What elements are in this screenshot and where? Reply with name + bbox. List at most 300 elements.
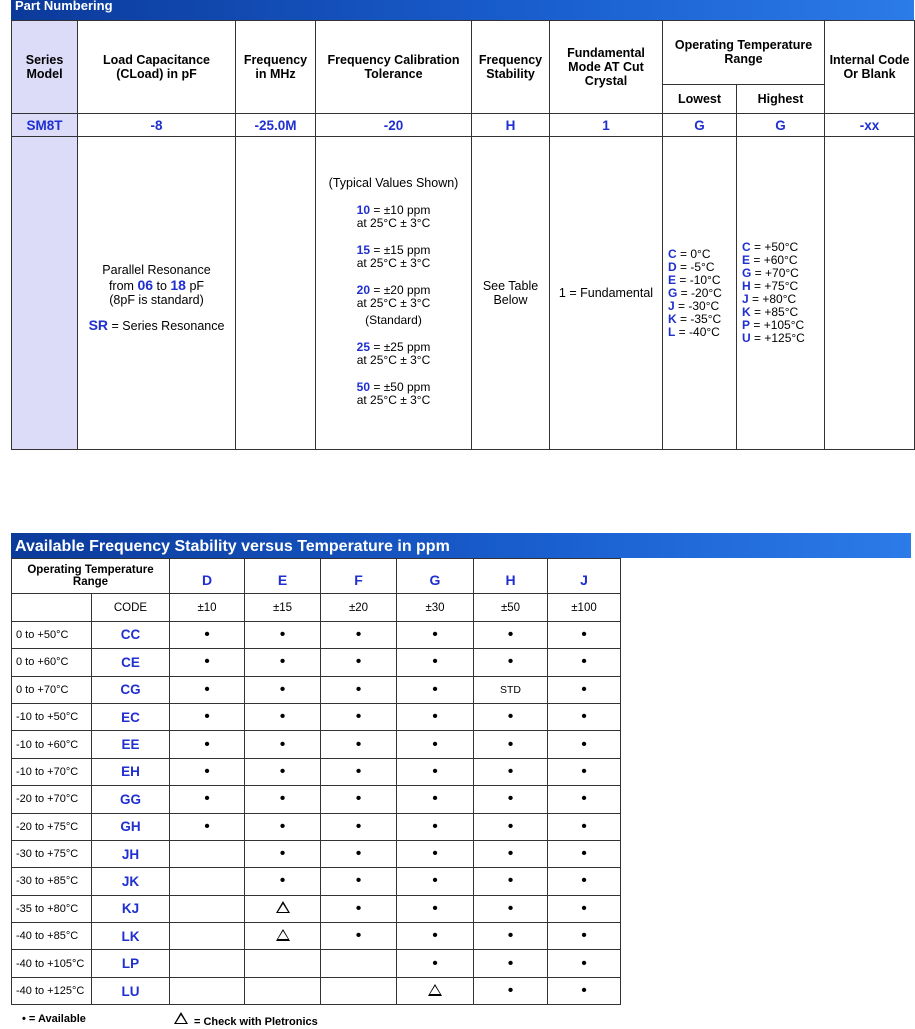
row-code: GH xyxy=(92,813,170,840)
lowest-item-value: = -20°C xyxy=(677,285,722,300)
stability-row xyxy=(12,813,621,840)
tol-value: = ±50 ppm xyxy=(370,379,431,394)
row-range: -40 to +105°C xyxy=(12,950,92,977)
row-code: CG xyxy=(92,676,170,703)
row-code: GG xyxy=(92,786,170,813)
triangle-icon xyxy=(174,1012,188,1024)
stability-row xyxy=(12,868,621,895)
lowest-item-code: E xyxy=(668,272,677,287)
tol-condition: at 25°C ± 3°C xyxy=(356,255,431,270)
tol-item xyxy=(318,284,469,327)
stability-cell xyxy=(548,840,621,867)
available-dot: • xyxy=(355,762,362,780)
available-dot: • xyxy=(279,872,286,890)
stability-cell xyxy=(170,977,245,1004)
legend-check-text: = Check with Pletronics xyxy=(194,1016,318,1028)
highest-item-value: = +80°C xyxy=(748,292,797,306)
available-dot: • xyxy=(432,790,438,808)
header-row xyxy=(12,21,915,85)
tol-code: 25 xyxy=(356,339,371,354)
tol-value: = ±20 ppm xyxy=(370,282,431,297)
available-dot: • xyxy=(279,680,286,698)
tol-item-line xyxy=(318,284,469,297)
stability-cell xyxy=(397,840,474,867)
stability-cell xyxy=(474,950,548,977)
stability-col-ppm: ±30 xyxy=(397,594,474,621)
stability-cell xyxy=(397,703,474,730)
stability-cell xyxy=(548,786,621,813)
code-highest: G xyxy=(737,114,825,137)
stability-cell xyxy=(321,923,397,950)
stability-cell xyxy=(397,649,474,676)
available-dot: • xyxy=(204,625,210,643)
row-range: -10 to +50°C xyxy=(12,703,92,730)
code-internal: -xx xyxy=(825,114,915,137)
stability-cell xyxy=(474,703,548,730)
available-dot: • xyxy=(507,762,514,780)
stability-row xyxy=(12,703,621,730)
lowest-item-value: = -10°C xyxy=(676,272,721,287)
load-from-text: from xyxy=(108,279,138,293)
freq-header: Frequency in MHz xyxy=(236,21,316,114)
tol-condition: at 25°C ± 3°C xyxy=(356,215,431,230)
part-numbering-table xyxy=(11,20,915,450)
available-dot: • xyxy=(581,927,587,945)
available-dot: • xyxy=(355,817,362,835)
stability-cell xyxy=(397,977,474,1004)
sr-code: SR xyxy=(88,317,109,333)
lowest-item-code: G xyxy=(668,285,678,300)
stability-col-ppm: ±100 xyxy=(548,594,621,621)
temp-header: Operating Temperature Range xyxy=(663,21,825,85)
available-dot: • xyxy=(581,708,587,726)
stability-row xyxy=(12,977,621,1004)
lowest-item-value: = -40°C xyxy=(675,324,720,339)
code-tol: -20 xyxy=(316,114,472,137)
stability-cell xyxy=(474,977,548,1004)
code-mode: 1 xyxy=(550,114,663,137)
stability-cell xyxy=(321,977,397,1004)
available-dot: • xyxy=(507,872,514,890)
available-dot: • xyxy=(204,762,210,780)
stability-cell xyxy=(474,731,548,758)
highest-item-value: = +70°C xyxy=(751,266,799,280)
lowest-item-value: = -35°C xyxy=(676,311,722,326)
stability-cell xyxy=(245,950,321,977)
highest-header: Highest xyxy=(737,84,825,113)
stability-col-ppm: ±15 xyxy=(245,594,321,621)
highest-item-code: U xyxy=(742,331,751,345)
lowest-item-value: = -5°C xyxy=(676,259,715,274)
highest-item-code: K xyxy=(742,305,751,319)
stability-header-row xyxy=(12,559,621,594)
stability-cell xyxy=(548,676,621,703)
stability-cell xyxy=(474,786,548,813)
row-range: -10 to +60°C xyxy=(12,731,92,758)
stability-title: Available Frequency Stability versus Temperature in ppm xyxy=(11,533,911,558)
row-range: -10 to +70°C xyxy=(12,758,92,785)
available-dot: • xyxy=(355,790,362,808)
stability-cell xyxy=(245,649,321,676)
stability-cell xyxy=(397,923,474,950)
stability-cell xyxy=(170,621,245,648)
code-stab: H xyxy=(472,114,550,137)
highest-list xyxy=(742,241,822,345)
stability-row xyxy=(12,950,621,977)
stability-cell xyxy=(321,840,397,867)
stability-cell xyxy=(321,621,397,648)
load-max: 18 xyxy=(170,277,186,293)
available-dot: • xyxy=(279,762,286,780)
available-dot: • xyxy=(507,625,514,643)
stability-cell xyxy=(474,758,548,785)
stability-cell xyxy=(474,895,548,922)
highest-item-value: = +60°C xyxy=(750,253,798,267)
row-code: CC xyxy=(92,621,170,648)
available-dot: • xyxy=(581,872,587,890)
tol-condition: at 25°C ± 3°C xyxy=(356,392,431,407)
stability-row xyxy=(12,621,621,648)
internal-body xyxy=(825,137,915,450)
lowest-item-value: = 0°C xyxy=(676,246,711,261)
available-dot: • xyxy=(432,954,438,972)
load-header: Load Capacitance (CLoad) in pF xyxy=(78,21,236,114)
lowest-item-code: K xyxy=(668,311,677,326)
available-dot: • xyxy=(432,762,438,780)
stability-cell xyxy=(170,895,245,922)
available-dot: • xyxy=(507,927,514,945)
row-code: LP xyxy=(92,950,170,977)
code-row xyxy=(12,114,915,137)
stability-table xyxy=(11,558,621,1005)
stability-cell xyxy=(397,950,474,977)
lowest-list xyxy=(668,248,734,339)
stability-col-letter: J xyxy=(548,559,621,594)
available-dot: • xyxy=(507,735,514,753)
tol-item-line xyxy=(318,381,469,394)
available-dot: • xyxy=(581,845,587,863)
stability-cell xyxy=(397,813,474,840)
tol-header: Frequency Calibration Tolerance xyxy=(316,21,472,114)
triangle-icon xyxy=(276,929,290,941)
available-dot: • xyxy=(355,735,362,753)
lowest-body xyxy=(663,137,737,450)
stability-cell xyxy=(474,923,548,950)
row-range: -35 to +80°C xyxy=(12,895,92,922)
stability-cell xyxy=(170,676,245,703)
row-code: CE xyxy=(92,649,170,676)
stability-cell xyxy=(474,649,548,676)
stability-cell xyxy=(548,758,621,785)
highest-item xyxy=(742,332,822,345)
stability-col-ppm: ±20 xyxy=(321,594,397,621)
available-dot: • xyxy=(581,790,587,808)
row-code: EH xyxy=(92,758,170,785)
available-dot: • xyxy=(204,735,210,753)
lowest-item-code: L xyxy=(668,324,676,339)
tol-item xyxy=(318,381,469,407)
highest-item-value: = +75°C xyxy=(750,279,799,293)
available-dot: • xyxy=(204,817,210,835)
available-dot: • xyxy=(432,708,438,726)
available-dot: • xyxy=(581,899,587,917)
series-body xyxy=(12,137,78,450)
tol-code: 50 xyxy=(356,379,371,394)
load-to-text: to xyxy=(153,279,171,293)
row-range: -20 to +75°C xyxy=(12,813,92,840)
lowest-item-value: = -30°C xyxy=(674,298,720,313)
highest-item-code: H xyxy=(742,279,751,293)
legend-check xyxy=(174,1013,318,1028)
stability-cell xyxy=(321,703,397,730)
tol-code: 20 xyxy=(356,282,371,297)
available-dot: • xyxy=(507,653,514,671)
available-dot: • xyxy=(507,899,514,917)
stability-row xyxy=(12,840,621,867)
stability-cell xyxy=(548,868,621,895)
available-dot: • xyxy=(581,625,587,643)
tol-extra: (Standard) xyxy=(365,312,422,327)
internal-header: Internal Code Or Blank xyxy=(825,21,915,114)
available-dot: • xyxy=(507,790,514,808)
body-row xyxy=(12,137,915,450)
freq-body xyxy=(236,137,316,450)
sr-text: = Series Resonance xyxy=(108,319,225,333)
code-lowest: G xyxy=(663,114,737,137)
tol-code: 10 xyxy=(356,202,371,217)
stability-cell xyxy=(548,813,621,840)
tol-value: = ±25 ppm xyxy=(370,339,431,354)
stability-cell xyxy=(245,621,321,648)
stability-cell xyxy=(245,758,321,785)
highest-item-value: = +85°C xyxy=(750,305,799,319)
available-dot: • xyxy=(432,927,438,945)
tol-code: 15 xyxy=(356,242,371,257)
tol-value: = ±10 ppm xyxy=(370,202,431,217)
stability-col-ppm: ±50 xyxy=(474,594,548,621)
highest-item-code: E xyxy=(742,253,751,267)
available-dot: • xyxy=(355,872,362,890)
tol-item-line xyxy=(318,204,469,217)
stability-cell xyxy=(245,840,321,867)
stability-row xyxy=(12,676,621,703)
stability-cell xyxy=(245,977,321,1004)
row-range: -20 to +70°C xyxy=(12,786,92,813)
highest-item-value: = +50°C xyxy=(750,240,799,254)
available-dot: • xyxy=(432,899,438,917)
tol-item-line xyxy=(318,244,469,257)
legend-available: • = Available xyxy=(22,1013,86,1025)
stability-cell xyxy=(548,649,621,676)
available-dot: • xyxy=(279,790,286,808)
highest-item-code: P xyxy=(742,318,751,332)
stability-cell xyxy=(170,758,245,785)
lowest-header: Lowest xyxy=(663,84,737,113)
available-dot: • xyxy=(279,735,286,753)
row-range: -40 to +125°C xyxy=(12,977,92,1004)
code-series: SM8T xyxy=(12,114,78,137)
available-dot: • xyxy=(204,680,210,698)
mode-header: Fundamental Mode AT Cut Crystal xyxy=(550,21,663,114)
highest-item-value: = +125°C xyxy=(750,331,805,345)
available-dot: • xyxy=(279,653,286,671)
available-dot: • xyxy=(432,735,438,753)
series-header: Series Model xyxy=(12,21,78,114)
stability-col-letter: E xyxy=(245,559,321,594)
available-dot: • xyxy=(581,982,587,1000)
stability-cell xyxy=(397,676,474,703)
lowest-item-code: D xyxy=(668,259,677,274)
available-dot: • xyxy=(355,708,362,726)
row-range: 0 to +50°C xyxy=(12,621,92,648)
load-body xyxy=(78,137,236,450)
load-line-3: (8pF is standard) xyxy=(109,293,204,307)
stability-row xyxy=(12,786,621,813)
stability-cell xyxy=(170,923,245,950)
stability-cell xyxy=(245,868,321,895)
available-dot: • xyxy=(581,762,587,780)
load-line-1: Parallel Resonance xyxy=(102,263,211,277)
available-dot: • xyxy=(204,790,210,808)
available-dot: • xyxy=(581,735,587,753)
stability-cell xyxy=(548,923,621,950)
code-header: CODE xyxy=(92,594,170,621)
stability-cell xyxy=(321,731,397,758)
stability-cell xyxy=(245,923,321,950)
stability-cell xyxy=(474,868,548,895)
stability-cell xyxy=(548,621,621,648)
stability-cell xyxy=(170,703,245,730)
highest-body xyxy=(737,137,825,450)
available-dot: • xyxy=(432,653,438,671)
stability-cell xyxy=(321,649,397,676)
stability-cell xyxy=(170,649,245,676)
available-dot: • xyxy=(279,708,286,726)
row-code: LU xyxy=(92,977,170,1004)
lowest-item xyxy=(668,326,734,339)
stability-cell xyxy=(397,895,474,922)
stability-cell xyxy=(548,977,621,1004)
row-code: EE xyxy=(92,731,170,758)
stability-cell xyxy=(170,840,245,867)
mode-body: 1 = Fundamental xyxy=(550,137,663,450)
row-code: JK xyxy=(92,868,170,895)
available-dot: • xyxy=(507,954,514,972)
stability-col-letter: H xyxy=(474,559,548,594)
stability-cell xyxy=(397,731,474,758)
tol-value: = ±15 ppm xyxy=(370,242,431,257)
highest-item-code: J xyxy=(742,292,749,306)
row-range: -30 to +85°C xyxy=(12,868,92,895)
tol-body xyxy=(316,137,472,450)
row-range: 0 to +70°C xyxy=(12,676,92,703)
row-code: LK xyxy=(92,923,170,950)
stability-cell xyxy=(321,758,397,785)
available-dot: • xyxy=(279,817,286,835)
row-code: JH xyxy=(92,840,170,867)
part-numbering-title: Part Numbering xyxy=(11,0,914,20)
load-min: 06 xyxy=(137,277,154,293)
stability-cell xyxy=(245,813,321,840)
highest-item-code: G xyxy=(742,266,752,280)
stability-cell xyxy=(321,868,397,895)
tol-item xyxy=(318,341,469,367)
available-dot: • xyxy=(581,653,587,671)
stab-body: See Table Below xyxy=(472,137,550,450)
stability-cell xyxy=(474,813,548,840)
blank-cell xyxy=(12,594,92,621)
stability-cell xyxy=(397,786,474,813)
available-dot: • xyxy=(507,817,514,835)
triangle-icon xyxy=(428,984,442,996)
available-dot: • xyxy=(507,845,514,863)
available-dot: • xyxy=(355,653,362,671)
available-dot: • xyxy=(279,845,286,863)
lowest-item-code: J xyxy=(668,298,675,313)
row-range: -40 to +85°C xyxy=(12,923,92,950)
stability-cell xyxy=(245,895,321,922)
load-unit: pF xyxy=(185,279,205,293)
stability-row xyxy=(12,758,621,785)
available-dot: • xyxy=(581,680,587,698)
range-header: Operating Temperature Range xyxy=(12,559,170,594)
available-dot: • xyxy=(432,625,438,643)
available-dot: • xyxy=(581,954,587,972)
stability-cell xyxy=(397,621,474,648)
available-dot: • xyxy=(204,653,210,671)
load-line-2 xyxy=(80,277,233,293)
available-dot: • xyxy=(279,625,286,643)
tol-list xyxy=(318,204,469,407)
available-dot: • xyxy=(355,845,362,863)
stability-cell xyxy=(397,758,474,785)
stability-cell xyxy=(245,703,321,730)
stability-cell xyxy=(170,868,245,895)
available-dot: • xyxy=(507,982,514,1000)
tol-intro: (Typical Values Shown) xyxy=(328,175,459,190)
available-dot: • xyxy=(355,899,362,917)
available-dot: • xyxy=(432,845,438,863)
stability-row xyxy=(12,731,621,758)
stability-cell xyxy=(321,895,397,922)
stability-ppm-row xyxy=(12,594,621,621)
row-code: KJ xyxy=(92,895,170,922)
available-dot: • xyxy=(204,708,210,726)
stability-cell xyxy=(548,731,621,758)
stability-col-letter: D xyxy=(170,559,245,594)
row-code: EC xyxy=(92,703,170,730)
available-dot: • xyxy=(432,817,438,835)
stability-cell xyxy=(170,813,245,840)
stability-col-letter: F xyxy=(321,559,397,594)
stability-cell xyxy=(245,731,321,758)
stability-row xyxy=(12,923,621,950)
tol-item-line xyxy=(318,341,469,354)
stability-cell xyxy=(474,840,548,867)
stability-cell xyxy=(321,676,397,703)
stability-cell xyxy=(170,786,245,813)
available-dot: • xyxy=(581,817,587,835)
stability-col-letter: G xyxy=(397,559,474,594)
available-dot: • xyxy=(432,872,438,890)
stability-cell xyxy=(321,950,397,977)
stability-cell xyxy=(548,950,621,977)
highest-item-value: = +105°C xyxy=(750,318,805,332)
lowest-item-code: C xyxy=(668,246,677,261)
row-range: 0 to +60°C xyxy=(12,649,92,676)
highest-item-code: C xyxy=(742,240,751,254)
stab-header: Frequency Stability xyxy=(472,21,550,114)
